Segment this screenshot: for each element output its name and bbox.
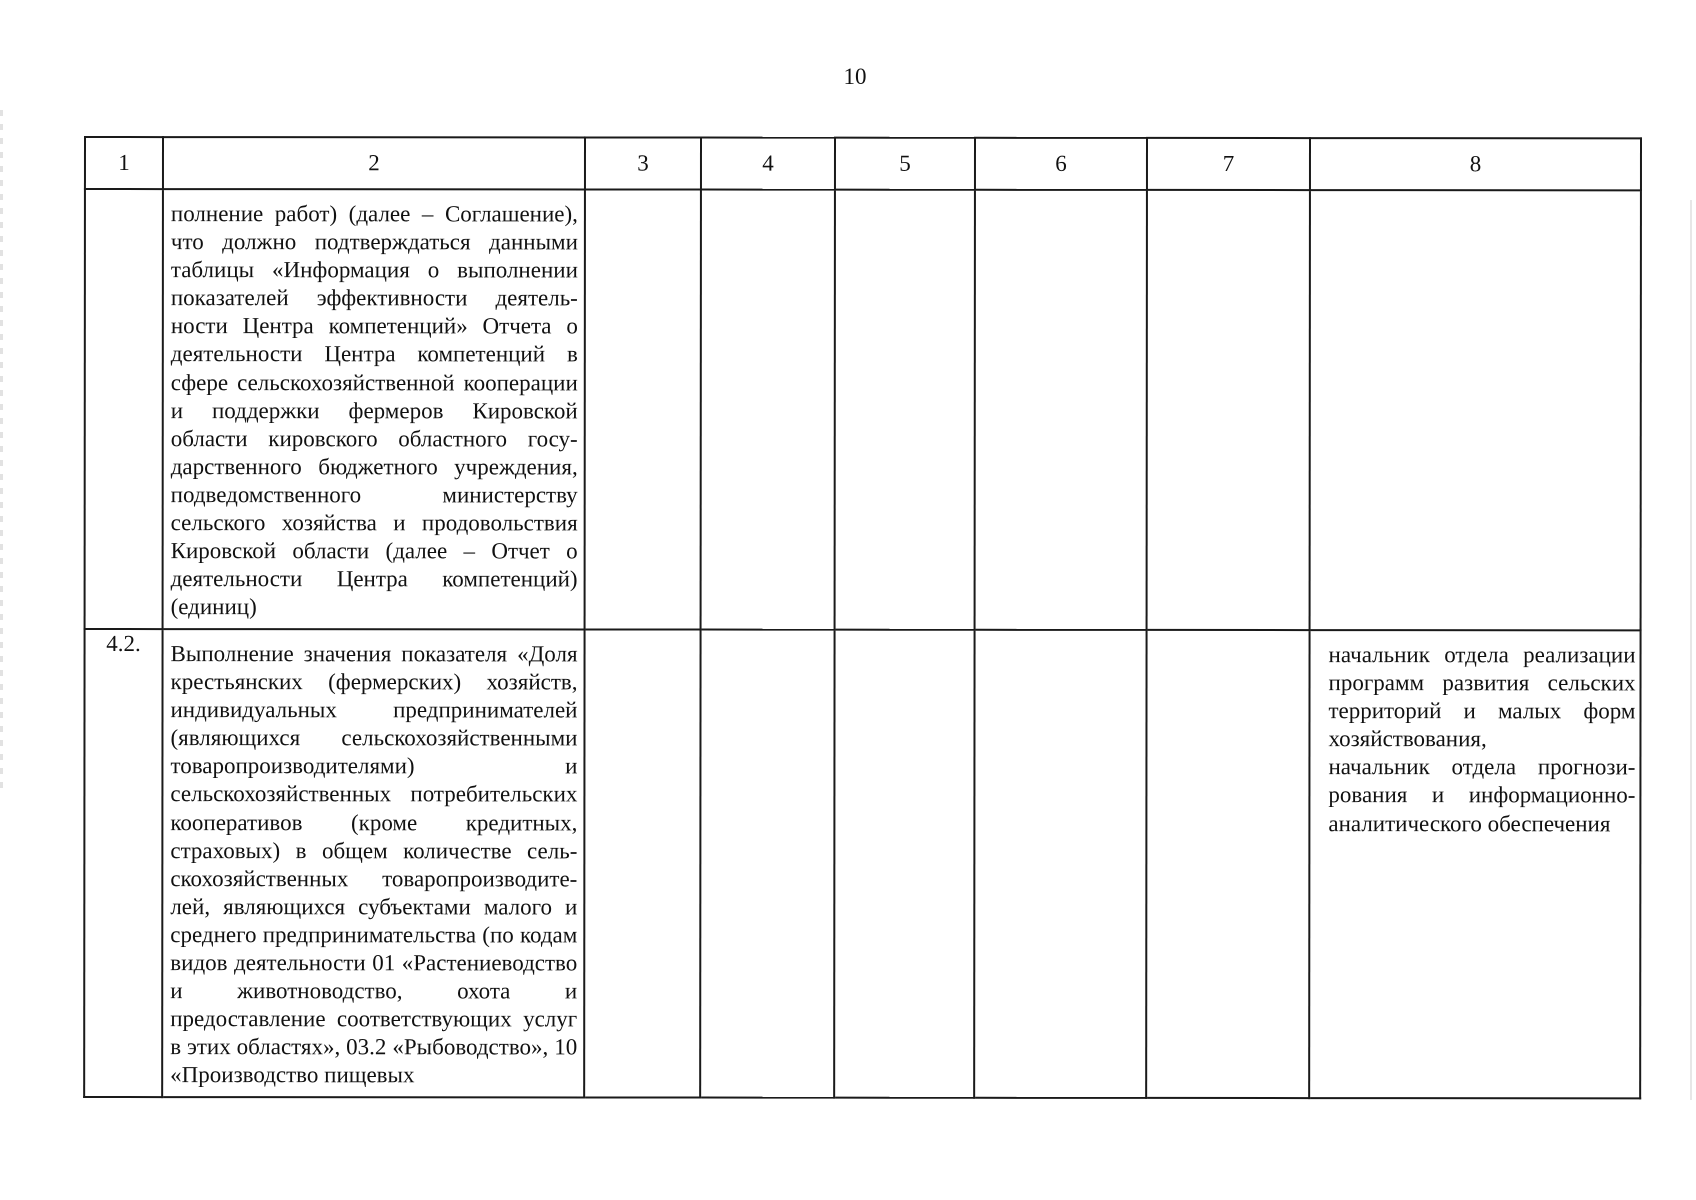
- scan-edge-right: [1690, 200, 1692, 1100]
- scan-edge-left: [0, 110, 3, 790]
- column-header: 7: [1147, 138, 1310, 190]
- empty-cell: [701, 190, 835, 630]
- empty-cell: [1146, 630, 1309, 1098]
- row-number-cell: [85, 189, 163, 629]
- column-header: 4: [701, 138, 835, 190]
- column-header: 5: [835, 138, 975, 190]
- table-row: [85, 189, 1641, 630]
- empty-cell: [834, 630, 974, 1098]
- description-text: Выполнение значения показателя «Доля крестьянских (фермерских) хозяйств, индивидуальных предпринимателей (являющихся сельскохозяйственными товаропроизводителями) и сельскохозяйственных потребительских кооперативов (кроме кредитных, страховых) в общем количестве сельскохозяйственных товаропроизводителей, являющихся субъектами малого и среднего предпринимательства (по кодам видов деятельности 01 «Растениеводство и животноводство, охота и предоставление соответствующих услуг в этих областях», 03.2 «Рыбоводство», 10 «Производство пищевых: [170, 641, 578, 1088]
- table-header-row: [85, 137, 1641, 190]
- responsible-cell: [1309, 630, 1640, 1098]
- empty-cell: [585, 189, 701, 629]
- responsible-person: начальник отдела реализации программ развития сельских территорий и малых форм хозяйствования,: [1328, 642, 1636, 752]
- description-cell: [162, 629, 584, 1097]
- document-table: [83, 136, 1642, 1099]
- empty-cell: [700, 630, 834, 1098]
- empty-cell: [1147, 190, 1310, 630]
- column-header: 3: [585, 137, 701, 189]
- empty-cell: [975, 190, 1147, 630]
- empty-cell: [974, 630, 1146, 1098]
- column-header: 1: [85, 137, 163, 189]
- column-header: 6: [975, 138, 1147, 190]
- column-header: 2: [163, 137, 585, 189]
- description-cell: [163, 189, 585, 629]
- column-header: 8: [1310, 138, 1641, 190]
- description-text: полнение работ) (далее – Соглашение), что должно подтверждаться данными таблицы «Информация о выполнении показателей эффективности деятельности Центра компетенций» Отчета о деятельности Центра компетенций в сфере сельскохозяйственной кооперации и поддержки фермеров Кировской области кировского областного государственного бюджетного учреждения, подведомственного министерству сельского хозяйства и продовольствия Кировской области (далее – Отчет о деятельности Центра компетенций) (единиц): [170, 201, 578, 620]
- page-number: 10: [843, 64, 867, 89]
- empty-cell: [584, 629, 700, 1097]
- row-number-cell: 4.2.: [84, 629, 162, 1097]
- empty-cell: [835, 190, 975, 630]
- responsible-cell: [1310, 190, 1641, 630]
- table-row: [84, 629, 1640, 1098]
- responsible-text: [1310, 631, 1639, 844]
- responsible-person: начальник отдела прогнозирования и информационно-аналитического обеспечения: [1328, 754, 1636, 836]
